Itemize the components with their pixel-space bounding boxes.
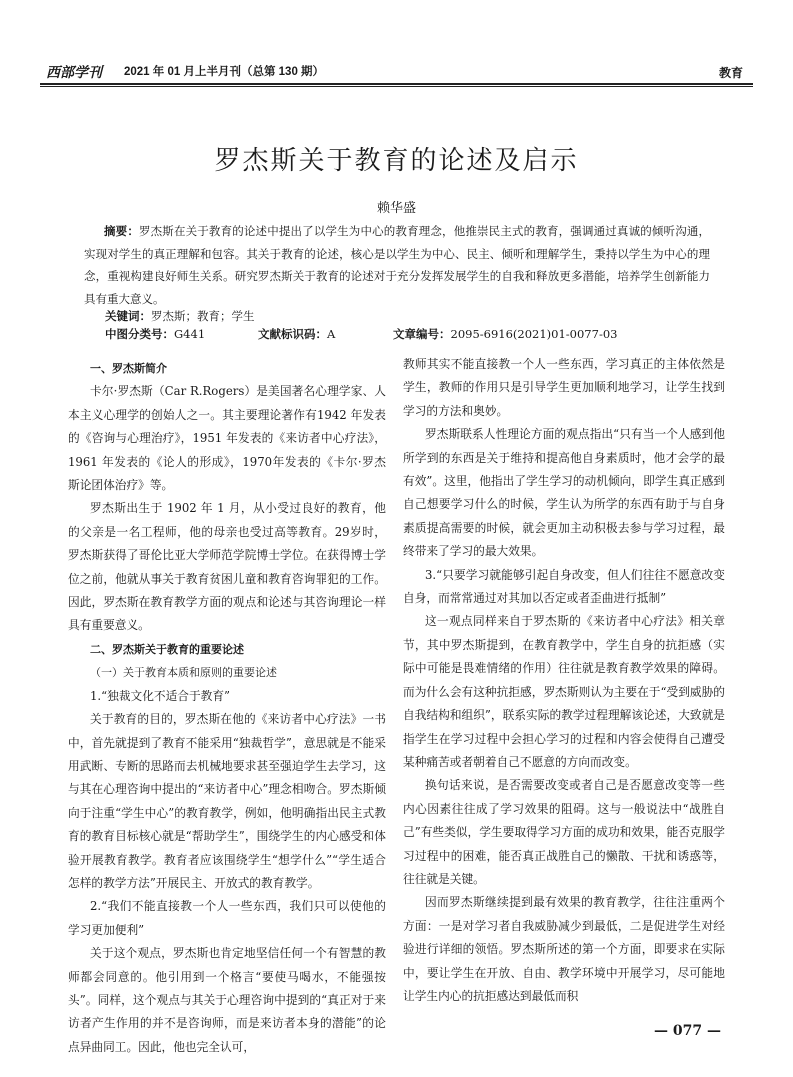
journal-logo: 西部学刊	[46, 65, 102, 81]
header-rule-thin	[40, 86, 753, 87]
doc-code	[258, 326, 335, 342]
paragraph: 关于教育的目的，罗杰斯在他的《来访者中心疗法》一书中，首先就提到了教育不能采用“独裁哲学”，意思就是不能采用武断、专断的思路而去机械地要求甚至强迫学生去学习，这与其在心理咨询中提出的“来访者中心”理念相吻合。罗杰斯倾向于注重“学生中心”的教育教学，例如，他明确指出民主式教育的教育目标核心就是“帮助学生”，围绕学生的内心感受和体验开展教育教学。教育者应该围绕学生“想学什么”“学生适合怎样的教学方法”开展民主、开放式的教育教学。	[68, 712, 386, 890]
right-column	[403, 353, 725, 1008]
article-title: 罗杰斯关于教育的论述及启示	[214, 146, 579, 176]
num-label: 文章编号：	[393, 327, 451, 341]
point-heading: 1.“独裁文化不适合于教育”	[90, 688, 230, 703]
keywords-text: 罗杰斯；教育；学生	[151, 309, 255, 323]
keywords-label: 关键词：	[105, 309, 151, 323]
paragraph: 这一观点同样来自于罗杰斯的《来访者中心疗法》相关章节，其中罗杰斯提到，在教育教学中，学生自身的抗拒感（实际中可能是畏难情绪的作用）往往就是教育教学效果的障碍。而为什么会有这种抗拒感，罗杰斯则认为主要在于“受到威胁的自我结构和组织”，联系实际的教学过程理解该论述，大致就是指学生在学习过程中会担心学习的过程和内容会使得自己遭受某种痛苦或者朝着自己不愿意的方向而改变。	[403, 614, 725, 769]
paragraph: 换句话来说，是否需要改变或者自己是否愿意改变等一些内心因素往往成了学习效果的阻碍。这与一般说法中“战胜自己”有些类似，学生要取得学习方面的成功和效果，能否克服学习过程中的困难，能否真正战胜自己的懒散、干扰和诱惑等，往往就是关键。	[403, 778, 725, 886]
paragraph: 罗杰斯出生于 1902 年 1 月，从小受过良好的教育，他的父亲是一名工程师，他的母亲也受过高等教育。29岁时，罗杰斯获得了哥伦比亚大学师范学院博士学位。在获得博士学位之前，他就从事关于教育贫困儿童和教育咨询罪犯的工作。因此，罗杰斯在教育教学方面的观点和论述与其咨询理论一样具有重要意义。	[68, 501, 386, 633]
running-header	[46, 60, 753, 80]
article-author: 赖华盛	[376, 201, 416, 216]
num-value: 2095-6916(2021)01-0077-03	[450, 327, 618, 341]
abstract-label: 摘要：	[104, 224, 139, 238]
paragraph: 关于这个观点，罗杰斯也肯定地坚信任何一个有智慧的教师都会同意的。他引用到一个格言“要使马喝水，不能强按头”。同样，这个观点与其关于心理咨询中提到的“真正对于来访者产生作用的并不是咨询师，而是来访者本身的潜能”的论点异曲同工。因此，他也完全认可，	[68, 946, 386, 1054]
header-rule	[40, 83, 753, 85]
doc-label: 文献标识码：	[258, 327, 327, 341]
section-label: 教育	[718, 66, 743, 80]
section-heading-2: 二、罗杰斯关于教育的重要论述	[90, 642, 244, 656]
keywords	[105, 308, 255, 324]
clc-label: 中图分类号：	[105, 327, 174, 341]
point-heading: 3.“只要学习就能够引起自身改变，但人们往往不愿意改变自身，而常常通过对其加以否定或者歪曲进行抵制”	[403, 567, 725, 606]
subsection-heading: （一）关于教育本质和原则的重要论述	[90, 666, 277, 680]
abstract	[84, 220, 710, 310]
article-number	[393, 326, 617, 342]
issue-info: 2021 年 01 月上半月刊（总第 130 期）	[124, 66, 325, 78]
paragraph: 教师其实不能直接教一个人一些东西，学习真正的主体依然是学生，教师的作用只是引导学生更加顺利地学习，让学生找到学习的方法和奥妙。	[403, 357, 725, 418]
clc-number	[105, 326, 205, 342]
abstract-text: 罗杰斯在关于教育的论述中提出了以学生为中心的教育理念，他推崇民主式的教育，强调通过真诚的倾听沟通，实现对学生的真正理解和包容。其关于教育的论述，核心是以学生为中心、民主、倾听和理解学生，秉持以学生为中心的理念，重视构建良好师生关系。研究罗杰斯关于教育的论述对于充分发挥发展学生的自我和释放更多潜能，培养学生创新能力具有重大意义。	[84, 224, 711, 306]
left-column	[68, 357, 386, 1059]
paragraph: 罗杰斯联系人性理论方面的观点指出“只有当一个人感到他所学到的东西是关于维持和提高他自身素质时，他才会学的最有效”。这里，他指出了学生学习的动机倾向，即学生真正感到自己想要学习什么的时候，学生认为所学的东西有助于与自身素质提高需要的时候，就会更加主动积极去参与学习过程，最终带来了学习的最大效果。	[403, 427, 725, 559]
doc-value: A	[327, 327, 336, 341]
paragraph: 因而罗杰斯继续提到最有效果的教育教学，往往注重两个方面：一是对学习者自我威胁减少到最低，二是促进学生对经验进行详细的领悟。罗杰斯所述的第一个方面，即要求在实际中，要让学生在开放、自由、教学环境中开展学习，尽可能地让学生内心的抗拒感达到最低而积	[403, 895, 725, 1003]
paragraph: 卡尔·罗杰斯（Car R.Rogers）是美国著名心理学家、人本主义心理学的创始人之一。其主要理论著作有1942 年发表的《咨询与心理治疗》，1951 年发表的《来访者中心疗法》，1961 年发表的《论人的形成》，1970年发表的《卡尔·罗杰斯论团体治疗》等。	[68, 384, 386, 493]
page-number: — 077 —	[654, 1023, 721, 1039]
section-heading-1: 一、罗杰斯简介	[90, 362, 167, 375]
clc-value: G441	[174, 327, 206, 341]
point-heading: 2.“我们不能直接教一个人一些东西，我们只可以使他的学习更加便利”	[68, 899, 386, 937]
